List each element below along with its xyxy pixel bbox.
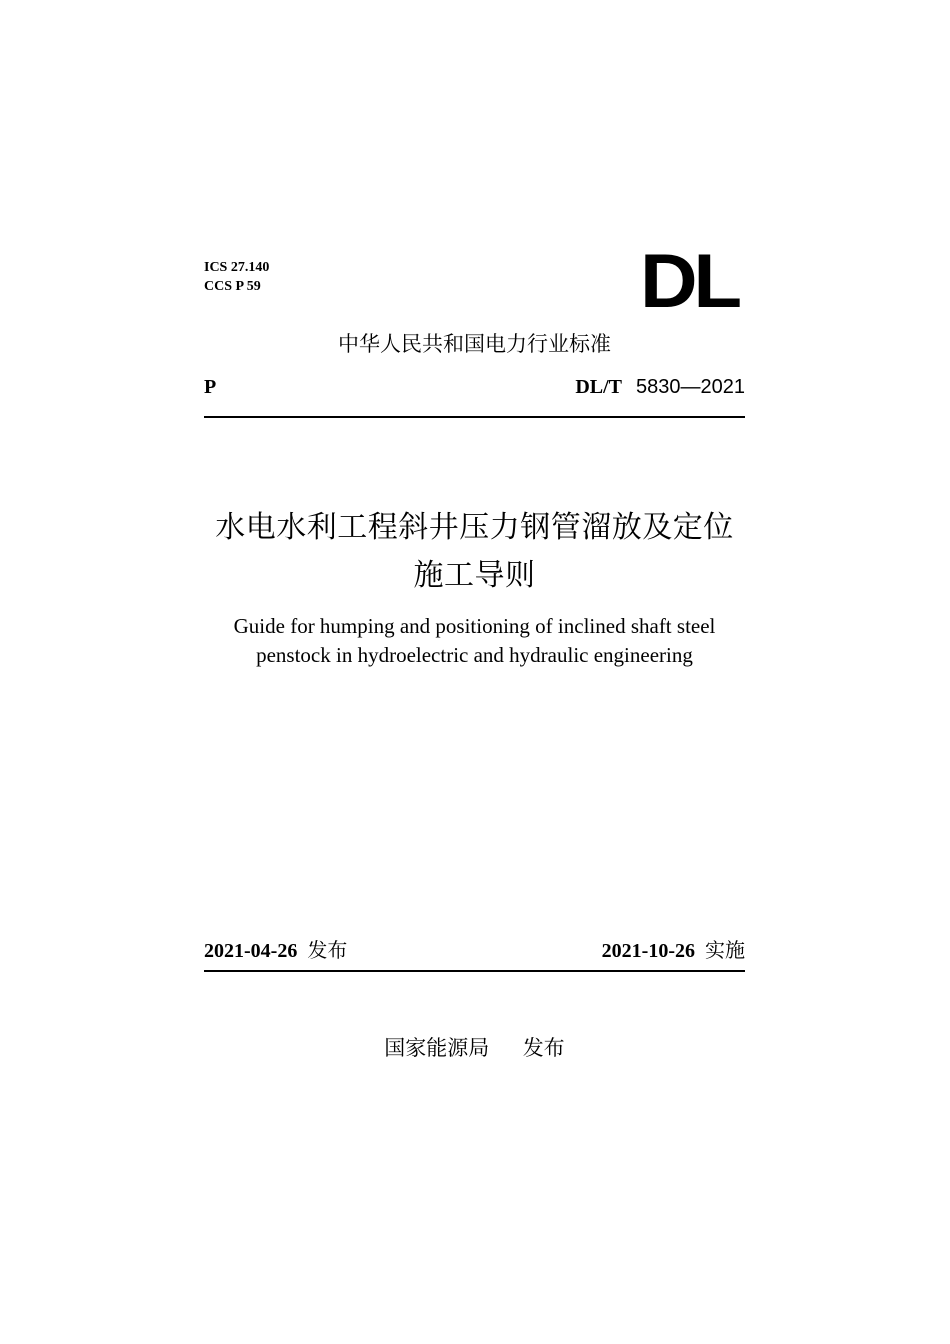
bottom-divider	[204, 970, 745, 972]
category-code: P	[204, 376, 217, 398]
issue-date-value: 2021-04-26	[204, 940, 298, 962]
title-zh-line2: 施工导则	[413, 558, 536, 593]
organization-name: 中华人民共和国电力行业标准	[338, 332, 611, 356]
ics-code: ICS 27.140	[204, 260, 270, 275]
implement-date-value: 2021-10-26	[601, 940, 695, 962]
top-divider	[204, 416, 745, 418]
dl-logo: DL	[640, 239, 738, 324]
standard-prefix: DL/T	[575, 376, 623, 398]
classification-codes	[204, 258, 269, 296]
standard-number	[575, 375, 745, 399]
ccs-code: CCS P 59	[204, 279, 261, 294]
implement-date	[602, 937, 745, 964]
title-zh-line1: 水电水利工程斜井压力钢管溜放及定位	[215, 510, 734, 545]
issue-date	[204, 937, 347, 964]
publisher	[204, 1034, 745, 1062]
standard-code: 5830—2021	[636, 376, 745, 398]
implement-label: 实施	[705, 938, 745, 962]
title-en-line2: penstock in hydroelectric and hydraulic engineering	[256, 643, 693, 667]
title-en-line1: Guide for humping and positioning of inclined shaft steel	[233, 614, 716, 638]
issue-label: 发布	[307, 938, 348, 962]
publisher-label: 发布	[522, 1036, 565, 1060]
publisher-name: 国家能源局	[384, 1036, 490, 1060]
